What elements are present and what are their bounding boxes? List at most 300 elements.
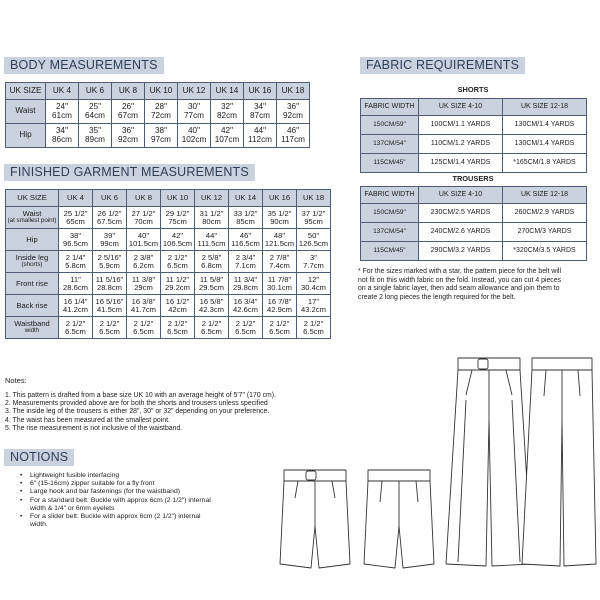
column-header: UK 10 — [145, 83, 178, 100]
imperial-value: 11 3/4" — [233, 274, 258, 284]
table-cell — [195, 295, 229, 317]
imperial-value: 2 1/2" — [167, 318, 188, 328]
table-cell — [93, 251, 127, 273]
table-cell — [244, 100, 277, 124]
imperial-value: 42" — [171, 230, 184, 240]
metric-value: 7.7cm — [303, 260, 324, 270]
metric-value: 95cm — [304, 216, 323, 226]
imperial-value: 16 5/16" — [95, 296, 124, 306]
table-cell — [229, 229, 263, 251]
row-label — [6, 295, 59, 317]
column-header: UK 18 — [277, 83, 310, 100]
imperial-value: 3" — [310, 252, 317, 262]
table-cell — [127, 229, 161, 251]
metric-value: 6.5cm — [167, 260, 188, 270]
fabric-width-cell: 137CM/54" — [361, 223, 419, 242]
row-sublabel: (shorts) — [21, 261, 43, 269]
note-item: 5. The rise measurement is not inclusive of the waistband. — [5, 424, 183, 432]
imperial-value: 34" — [55, 125, 68, 135]
metric-value: 29cm — [134, 282, 153, 292]
table-row — [6, 295, 331, 317]
imperial-value: 42" — [220, 125, 233, 135]
imperial-value: 16 1/4" — [63, 296, 88, 306]
notion-line: • Large hook and bar fastenings (for the waistband) — [30, 488, 181, 496]
metric-value: 121.5cm — [264, 238, 295, 248]
column-header: UK 10 — [161, 190, 195, 207]
metric-value: 6.5cm — [133, 326, 154, 336]
imperial-value: 11 7/8" — [267, 274, 292, 284]
column-header: UK 16 — [263, 190, 297, 207]
yardage-cell: 130CM/1.4 YARDS — [503, 135, 587, 154]
yardage-cell: 110CM/1.2 YARDS — [419, 135, 503, 154]
column-header: UK 6 — [93, 190, 127, 207]
table-cell — [93, 317, 127, 339]
table-cell — [161, 295, 195, 317]
imperial-value: 26 1/2" — [97, 208, 122, 218]
metric-value: 102cm — [181, 134, 207, 144]
table-cell — [127, 317, 161, 339]
metric-value: 67.5cm — [97, 216, 122, 226]
metric-value: 42.3cm — [199, 304, 224, 314]
metric-value: 7.4cm — [269, 260, 290, 270]
metric-value: 6.5cm — [65, 326, 86, 336]
table-cell — [297, 207, 331, 229]
metric-value: 111.5cm — [197, 238, 226, 248]
row-label — [6, 251, 59, 273]
imperial-value: 30" — [187, 101, 200, 111]
imperial-value: 2 1/4" — [65, 252, 86, 262]
table-cell — [297, 317, 331, 339]
imperial-value: 31 1/2" — [199, 208, 224, 218]
note-item: 4. The waist has been measured at the smallest point. — [5, 416, 170, 424]
column-header: UK SIZE 12-18 — [503, 99, 587, 116]
table-cell — [93, 229, 127, 251]
metric-value: 30.1cm — [267, 282, 292, 292]
finished-garment-heading: FINISHED GARMENT MEASUREMENTS — [4, 164, 255, 181]
imperial-value: 16 3/8" — [131, 296, 156, 306]
footnote-line: * For the sizes marked with a star, the pattern piece for the belt will — [358, 268, 561, 275]
metric-value: 70cm — [134, 216, 153, 226]
trousers-back-drawing — [522, 358, 596, 566]
imperial-value: 16 7/8" — [267, 296, 292, 306]
imperial-value: 11" — [70, 274, 81, 284]
table-cell — [229, 273, 263, 295]
imperial-value: 2 1/2" — [133, 318, 154, 328]
table-cell — [211, 124, 244, 148]
notion-line: • For a standard belt: Buckle with approx 6cm (2 1/2") internal — [30, 496, 211, 504]
column-header: UK SIZE 12-18 — [503, 187, 587, 204]
shorts-front-drawing — [280, 470, 350, 568]
row-label-text: Hip — [26, 234, 38, 244]
table-cell — [127, 273, 161, 295]
table-row — [361, 154, 587, 173]
column-header: UK SIZE — [6, 83, 46, 100]
table-cell — [59, 273, 93, 295]
column-header: UK 12 — [178, 83, 211, 100]
table-cell — [211, 100, 244, 124]
body-measurements-heading: BODY MEASUREMENTS — [4, 57, 164, 74]
yardage-cell: *320CM/3.5 YARDS — [503, 242, 587, 261]
imperial-value: 11 1/2" — [165, 274, 190, 284]
imperial-value: 11 5/16" — [95, 274, 124, 284]
imperial-value: 17" — [307, 296, 320, 306]
notion-item — [16, 472, 296, 480]
table-cell — [229, 251, 263, 273]
notion-item — [16, 488, 296, 496]
fabric-width-cell: 150CM/59" — [361, 204, 419, 223]
yardage-cell: 230CM/2.5 YARDS — [419, 204, 503, 223]
imperial-value: 40" — [137, 230, 150, 240]
imperial-value: 34" — [253, 101, 266, 111]
imperial-value: 2 5/16" — [97, 252, 122, 262]
table-row — [6, 100, 310, 124]
column-header: UK 4 — [59, 190, 93, 207]
column-header: UK 6 — [79, 83, 112, 100]
imperial-value: 36" — [286, 101, 299, 111]
imperial-value: 11 5/8" — [199, 274, 224, 284]
imperial-value: 16 3/4" — [233, 296, 258, 306]
metric-value: 41.7cm — [131, 304, 156, 314]
table-cell — [195, 229, 229, 251]
notion-item — [16, 497, 296, 513]
metric-value: 82cm — [216, 110, 238, 120]
table-row — [361, 135, 587, 154]
table-cell — [195, 317, 229, 339]
table-cell — [229, 295, 263, 317]
table-cell — [59, 295, 93, 317]
metric-value: 75cm — [168, 216, 187, 226]
metric-value: 116.5cm — [231, 238, 260, 248]
row-sublabel: width — [24, 327, 40, 335]
imperial-value: 2 1/2" — [201, 318, 222, 328]
table-cell — [263, 295, 297, 317]
table-row — [6, 229, 331, 251]
metric-value: 28.8cm — [97, 282, 122, 292]
table-cell — [145, 100, 178, 124]
table-cell — [93, 273, 127, 295]
yardage-cell: 130CM/1.4 YARDS — [503, 116, 587, 135]
imperial-value: 35 1/2" — [267, 208, 292, 218]
imperial-value: 26" — [121, 101, 134, 111]
imperial-value: 27 1/2" — [131, 208, 156, 218]
note-item: 2. Measurements provided above are for both the shorts and trousers unless specified — [5, 400, 268, 408]
table-row — [361, 116, 587, 135]
metric-value: 92cm — [282, 110, 304, 120]
metric-value: 5.9cm — [99, 260, 120, 270]
table-cell — [59, 251, 93, 273]
table-cell — [178, 100, 211, 124]
table-cell — [263, 251, 297, 273]
yardage-cell: 270CM/3 YARDS — [503, 223, 587, 242]
metric-value: 64cm — [84, 110, 106, 120]
yardage-cell: *165CM/1.8 YARDS — [503, 154, 587, 173]
notion-item — [16, 480, 296, 488]
notes-list — [5, 392, 276, 433]
note-item: 3. The inside leg of the trousers is either 28", 30" or 32" depending on your preference. — [5, 408, 270, 416]
table-cell — [263, 229, 297, 251]
metric-value: 67cm — [117, 110, 139, 120]
table-cell — [127, 295, 161, 317]
table-cell — [79, 100, 112, 124]
table-cell — [93, 295, 127, 317]
metric-value: 117cm — [281, 134, 305, 144]
row-sublabel: (at smallest point) — [7, 217, 57, 225]
metric-value: 41.5cm — [97, 304, 122, 314]
metric-value: 42.9cm — [267, 304, 292, 314]
row-label — [6, 207, 59, 229]
imperial-value: 2 3/4" — [235, 252, 256, 262]
table-cell — [46, 100, 79, 124]
notion-item — [16, 513, 296, 529]
imperial-value: 2 1/2" — [269, 318, 290, 328]
table-cell — [161, 207, 195, 229]
metric-value: 30.4cm — [301, 282, 326, 292]
metric-value: 86cm — [51, 134, 73, 144]
imperial-value: 25" — [88, 101, 101, 111]
metric-value: 43.2cm — [301, 304, 326, 314]
table-row — [361, 204, 587, 223]
table-cell — [195, 207, 229, 229]
trousers-front-drawing — [446, 358, 532, 566]
table-row — [361, 223, 587, 242]
row-label-text: Waistband — [14, 319, 50, 329]
row-label — [6, 273, 59, 295]
column-header: UK 8 — [112, 83, 145, 100]
metric-value: 29.2cm — [165, 282, 190, 292]
metric-value: 6.5cm — [167, 326, 188, 336]
column-header: FABRIC WIDTH — [361, 187, 419, 204]
metric-value: 6.5cm — [303, 326, 324, 336]
table-cell — [161, 229, 195, 251]
imperial-value: 2 1/2" — [303, 318, 324, 328]
table-cell — [127, 251, 161, 273]
table-cell — [263, 317, 297, 339]
imperial-value: 2 5/8" — [201, 252, 222, 262]
imperial-value: 2 1/2" — [99, 318, 120, 328]
metric-value: 61cm — [51, 110, 73, 120]
row-label-text: Hip — [19, 130, 32, 140]
metric-value: 65cm — [66, 216, 85, 226]
yardage-cell: 125CM/1.4 YARDS — [419, 154, 503, 173]
table-cell — [297, 229, 331, 251]
table-cell — [297, 273, 331, 295]
metric-value: 80cm — [202, 216, 221, 226]
table-cell — [195, 273, 229, 295]
imperial-value: 50" — [307, 230, 320, 240]
metric-value: 92cm — [117, 134, 139, 144]
column-header: UK SIZE — [6, 190, 59, 207]
imperial-value: 28" — [154, 101, 167, 111]
metric-value: 99cm — [100, 238, 119, 248]
notion-line: • Lightweight fusible interfacing — [30, 472, 120, 479]
imperial-value: 2 7/8" — [269, 252, 290, 262]
footnote-line: create 2 long pieces the length required for the belt. — [358, 293, 516, 301]
table-cell — [263, 207, 297, 229]
table-cell — [112, 124, 145, 148]
trousers-subheading: TROUSERS — [452, 174, 494, 183]
note-item: 1. This pattern is drafted from a base size UK 10 with an average height of 5'7" (170 cm). — [5, 392, 276, 399]
notion-line: width & 1/4" or 6mm eyelets — [30, 504, 115, 512]
metric-value: 106.5cm — [162, 238, 193, 248]
metric-value: 6.5cm — [201, 326, 222, 336]
row-label-text: Front rise — [15, 278, 49, 288]
table-cell — [93, 207, 127, 229]
imperial-value: 38" — [154, 125, 167, 135]
row-label-text: Back rise — [16, 300, 48, 310]
imperial-value: 2 1/2" — [167, 252, 188, 262]
notion-line: width. — [30, 521, 48, 529]
table-cell — [112, 100, 145, 124]
column-header: UK 14 — [211, 83, 244, 100]
row-label — [6, 317, 59, 339]
table-cell — [127, 207, 161, 229]
table-cell — [161, 273, 195, 295]
metric-value: 6.5cm — [269, 326, 290, 336]
imperial-value: 12" — [307, 274, 320, 284]
fabric-width-cell: 115CM/45" — [361, 242, 419, 261]
imperial-value: 29 1/2" — [165, 208, 190, 218]
table-row — [6, 273, 331, 295]
column-header: UK 18 — [297, 190, 331, 207]
table-cell — [195, 251, 229, 273]
metric-value: 5.8cm — [65, 260, 86, 270]
imperial-value: 16 1/2" — [165, 296, 190, 306]
table-cell — [178, 124, 211, 148]
imperial-value: 44" — [253, 125, 266, 135]
imperial-value: 2 1/2" — [65, 318, 86, 328]
fabric-width-cell: 150CM/59" — [361, 116, 419, 135]
column-header: UK 16 — [244, 83, 277, 100]
metric-value: 85cm — [236, 216, 255, 226]
yardage-cell: 290CM/3.2 YARDS — [419, 242, 503, 261]
imperial-value: 2 1/2" — [235, 318, 256, 328]
metric-value: 112cm — [248, 134, 272, 144]
row-label-text: Waist — [22, 209, 42, 219]
notion-line: • 6" (15-16cm) zipper suitable for a fly front — [30, 480, 155, 488]
imperial-value: 33 1/2" — [233, 208, 258, 218]
row-label — [6, 124, 46, 148]
imperial-value: 44" — [205, 230, 218, 240]
table-cell — [161, 317, 195, 339]
imperial-value: 39" — [103, 230, 116, 240]
body-measurements-table — [5, 82, 310, 148]
shorts-fabric-table — [360, 98, 587, 173]
metric-value: 101.5cm — [128, 238, 159, 248]
metric-value: 42.6cm — [233, 304, 258, 314]
table-cell — [297, 251, 331, 273]
metric-value: 126.5cm — [298, 238, 329, 248]
table-cell — [277, 124, 310, 148]
metric-value: 107cm — [214, 134, 240, 144]
imperial-value: 25 1/2" — [63, 208, 88, 218]
imperial-value: 48" — [273, 230, 286, 240]
column-header: UK 14 — [229, 190, 263, 207]
fabric-width-cell: 115CM/45" — [361, 154, 419, 173]
table-cell — [59, 207, 93, 229]
finished-garment-table — [5, 189, 331, 339]
table-cell — [244, 124, 277, 148]
imperial-value: 37 1/2" — [301, 208, 326, 218]
imperial-value: 2 3/8" — [133, 252, 154, 262]
row-label — [6, 100, 46, 124]
imperial-value: 32" — [220, 101, 233, 111]
metric-value: 89cm — [84, 134, 106, 144]
shorts-subheading: SHORTS — [457, 85, 489, 94]
imperial-value: 35" — [88, 125, 101, 135]
fabric-requirements-heading: FABRIC REQUIREMENTS — [360, 57, 525, 74]
row-label-text: Waist — [15, 106, 36, 116]
metric-value: 6.2cm — [133, 260, 154, 270]
metric-value: 6.8cm — [201, 260, 222, 270]
column-header: UK 8 — [127, 190, 161, 207]
column-header: UK SIZE 4-10 — [419, 187, 503, 204]
imperial-value: 38" — [69, 230, 82, 240]
metric-value: 72cm — [150, 110, 172, 120]
notion-line: • For a slider belt: Buckle with approx 6cm (2 1/2") internal — [30, 513, 201, 521]
yardage-cell: 100CM/1.1 YARDS — [419, 116, 503, 135]
row-label-text: Inside leg — [15, 253, 49, 263]
table-cell — [59, 229, 93, 251]
notions-heading: NOTIONS — [4, 449, 74, 466]
table-row — [6, 317, 331, 339]
table-row — [6, 251, 331, 273]
table-cell — [297, 295, 331, 317]
table-cell — [277, 100, 310, 124]
imperial-value: 36" — [121, 125, 134, 135]
column-header: UK 12 — [195, 190, 229, 207]
imperial-value: 40" — [187, 125, 200, 135]
metric-value: 42cm — [168, 304, 187, 314]
garment-illustrations — [278, 340, 598, 576]
metric-value: 28.6cm — [63, 282, 88, 292]
column-header: FABRIC WIDTH — [361, 99, 419, 116]
imperial-value: 46" — [286, 125, 299, 135]
column-header: UK 4 — [46, 83, 79, 100]
metric-value: 96.5cm — [63, 238, 88, 248]
imperial-value: 46" — [239, 230, 252, 240]
table-cell — [229, 317, 263, 339]
table-row — [6, 124, 310, 148]
footnote-line: not fit on this width fabric on the fold. Instead, you can cut 4 pieces — [358, 276, 562, 284]
notes-title: Notes: — [5, 376, 27, 385]
metric-value: 6.5cm — [99, 326, 120, 336]
footnote-line: on a single fabric layer, then add seam allowance and join them to — [358, 285, 560, 293]
metric-value: 41.2cm — [63, 304, 88, 314]
metric-value: 29.8cm — [233, 282, 258, 292]
shorts-back-drawing — [364, 470, 434, 568]
table-cell — [59, 317, 93, 339]
column-header: UK SIZE 4-10 — [419, 99, 503, 116]
metric-value: 7.1cm — [235, 260, 256, 270]
imperial-value: 11 3/8" — [131, 274, 156, 284]
metric-value: 87cm — [249, 110, 271, 120]
table-cell — [145, 124, 178, 148]
metric-value: 77cm — [183, 110, 205, 120]
imperial-value: 24" — [55, 101, 68, 111]
trousers-fabric-table — [360, 186, 587, 261]
metric-value: 29.5cm — [199, 282, 224, 292]
metric-value: 97cm — [150, 134, 172, 144]
table-cell — [79, 124, 112, 148]
fabric-width-cell: 137CM/54" — [361, 135, 419, 154]
notions-list — [16, 472, 296, 529]
metric-value: 6.5cm — [235, 326, 256, 336]
yardage-cell: 240CM/2.6 YARDS — [419, 223, 503, 242]
row-label — [6, 229, 59, 251]
table-row — [361, 242, 587, 261]
table-cell — [46, 124, 79, 148]
imperial-value: 16 5/8" — [199, 296, 224, 306]
